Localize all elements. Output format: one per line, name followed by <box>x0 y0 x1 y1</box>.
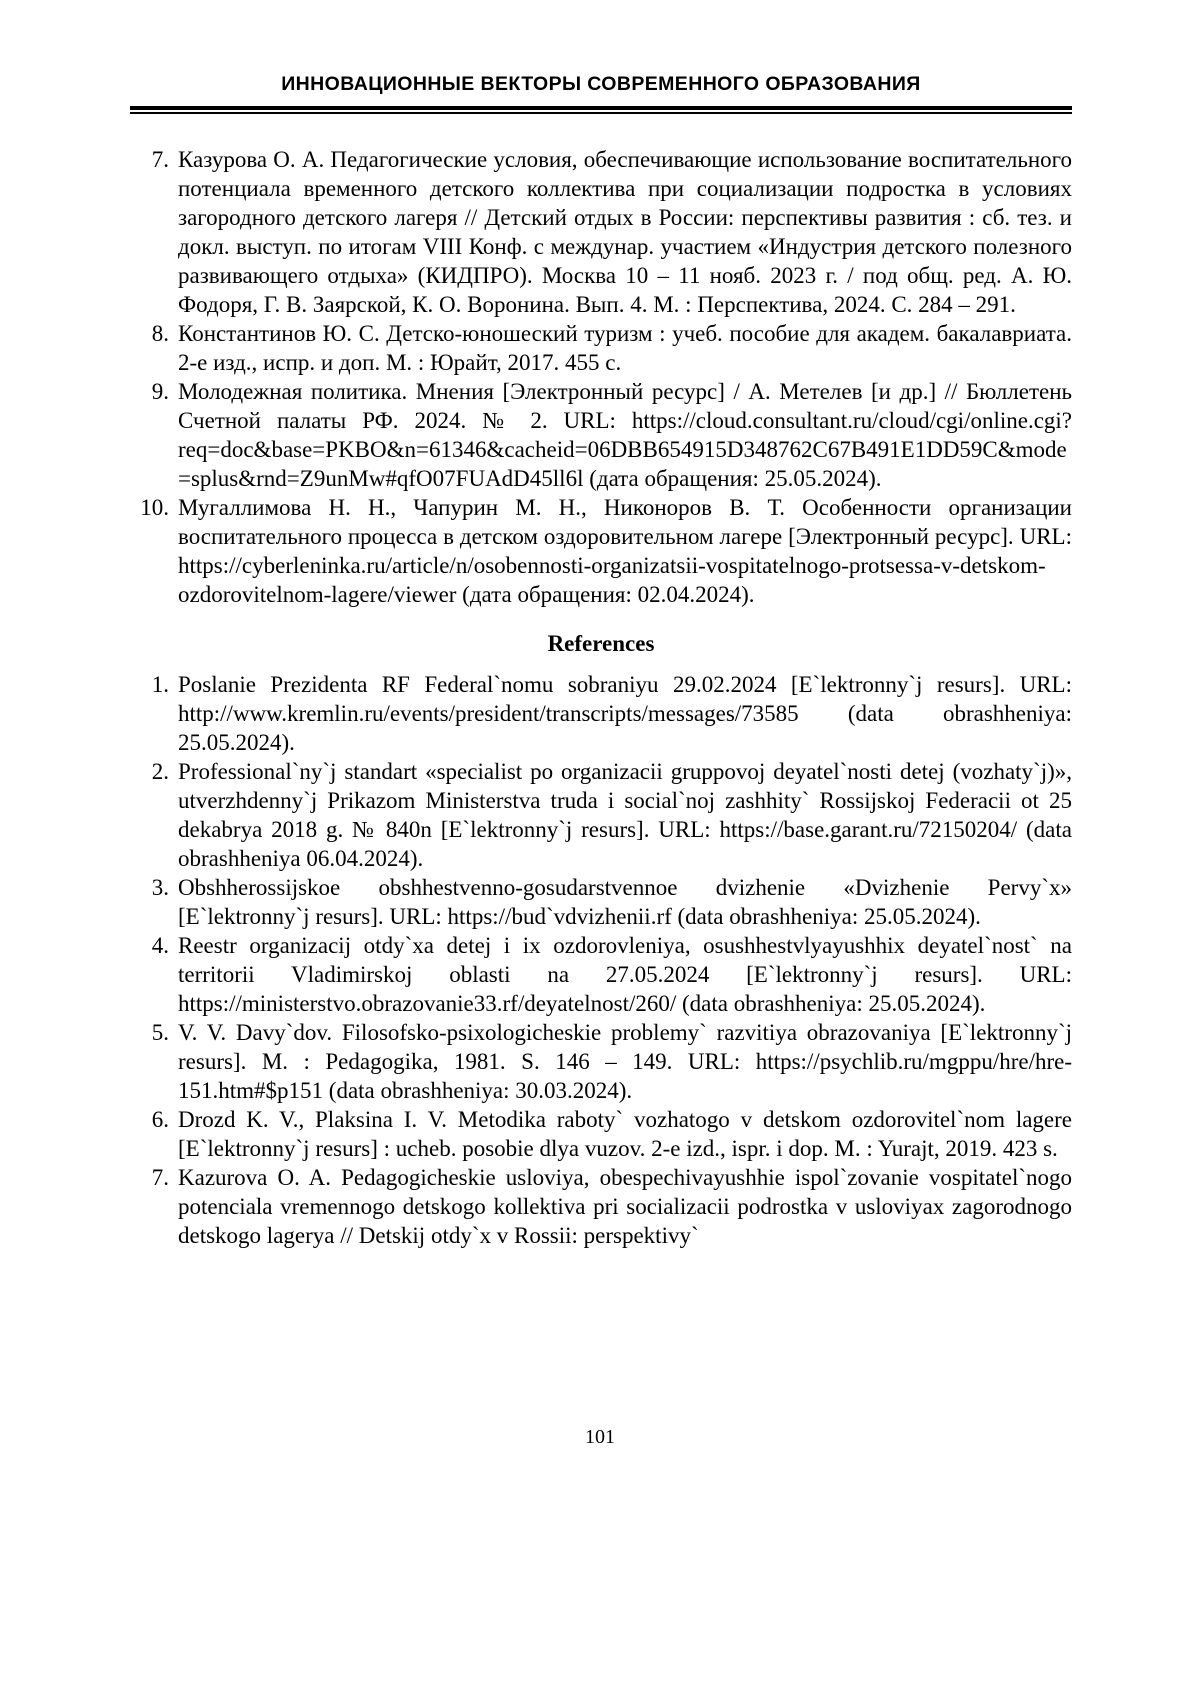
reference-item <box>130 145 1072 319</box>
reference-text: Kazurova O. A. Pedagogicheskie usloviya, obespechivayushhie ispol`zovanie vospitatel`nogo potenciala vremennogo detskogo kollektiva pri socializacii podrostka v usloviyax zagorodnogo detskogo lagerya // Detskij otdy`x v Rossii: perspektivy` <box>178 1165 1072 1248</box>
reference-number: 9. <box>151 379 169 404</box>
reference-text: Professional`ny`j standart «specialist po organizacii gruppovoj deyatel`nosti detej (vozhaty`j)», utverzhdenny`j Prikazom Ministerstva truda i social`noj zashhity` Rossijskoj Federacii ot 25 dekabrya 2018 g. № 840n [E`lektronny`j resurs]. URL: https://base.garant.ru/72150204/ (data obrashheniya 06.04.2024). <box>178 759 1072 871</box>
reference-text: Мугаллимова Н. Н., Чапурин М. Н., Никоноров В. Т. Особенности организации воспитательного процесса в детском оздоровительном лагере [Электронный ресурс]. URL: https://cyberleninka.ru/article/n/osobennosti-organizatsii-vospitatelnogo-protsessa-v-detskom-ozdorovitelnom-lagere/viewer (дата обращения: 02.04.2024). <box>178 495 1072 607</box>
reference-text: Poslanie Prezidenta RF Federal`nomu sobraniyu 29.02.2024 [E`lektronny`j resurs]. URL: http://www.kremlin.ru/events/president/transcripts/messages/73585 (data obrashheniya: 25.05.2024). <box>178 672 1072 755</box>
reference-text: Reestr organizacij otdy`xa detej i ix ozdorovleniya, osushhestvlyayushhix deyatel`nost` na territorii Vladimirskoj oblasti na 27.05.2024 [E`lektronny`j resurs]. URL: https://ministerstvo.obrazovanie33.rf/deyatelnost/260/ (data obrashheniya: 25.05.2024). <box>178 933 1072 1016</box>
header-double-rule <box>130 106 1072 114</box>
reference-number: 7. <box>151 1165 169 1190</box>
reference-number: 8. <box>151 321 169 346</box>
reference-number: 10. <box>140 495 169 520</box>
reference-text: Obshherossijskoe obshhestvenno-gosudarstvennoe dvizhenie «Dvizhenie Pervy`x» [E`lektronny`j resurs]. URL: https://bud`vdvizhenii.rf (data obrashheniya: 25.05.2024). <box>178 875 1072 929</box>
page-number: 101 <box>585 1426 615 1448</box>
page-header <box>130 72 1072 114</box>
reference-number: 1. <box>151 672 169 697</box>
references-heading: References <box>547 631 655 656</box>
reference-number: 2. <box>151 759 169 784</box>
reference-number: 7. <box>151 147 169 172</box>
reference-item <box>130 377 1072 493</box>
reference-item <box>130 319 1072 377</box>
reference-text: V. V. Davy`dov. Filosofsko-psixologicheskie problemy` razvitiya obrazovaniya [E`lektronny`j resurs]. M. : Pedagogika, 1981. S. 146 – 149. URL: https://psychlib.ru/mgppu/hre/hre-151.htm#$p151 (data obrashheniya: 30.03.2024). <box>178 1020 1072 1103</box>
running-head-title: ИННОВАЦИОННЫЕ ВЕКТОРЫ СОВРЕМЕННОГО ОБРАЗОВАНИЯ <box>281 73 921 95</box>
reference-item <box>130 1163 1072 1250</box>
references-list <box>130 145 1072 1250</box>
reference-number: 4. <box>151 933 169 958</box>
reference-number: 6. <box>151 1107 169 1132</box>
reference-number: 5. <box>151 1020 169 1045</box>
reference-item <box>130 1018 1072 1105</box>
reference-text: Молодежная политика. Мнения [Электронный ресурс] / А. Метелев [и др.] // Бюллетень Счетной палаты РФ. 2024. № 2. URL: https://cloud.consultant.ru/cloud/cgi/online.cgi?req=doc&base=PKBO&n=61346&cacheid=06DBB654915D348762C67B491E1DD59C&mode=splus&rnd=Z9unMw#qfO07FUAdD45ll6l (дата обращения: 25.05.2024). <box>178 379 1072 491</box>
reference-item <box>130 873 1072 931</box>
reference-text: Drozd K. V., Plaksina I. V. Metodika raboty` vozhatogo v detskom ozdorovitel`nom lagere [E`lektronny`j resurs] : ucheb. posobie dlya vuzov. 2-e izd., ispr. i dop. M. : Yurajt, 2019. 423 s. <box>178 1107 1072 1161</box>
reference-item <box>130 757 1072 873</box>
reference-item <box>130 670 1072 757</box>
reference-item <box>130 493 1072 609</box>
reference-number: 3. <box>151 875 169 900</box>
reference-text: Казурова О. А. Педагогические условия, обеспечивающие использование воспитательного потенциала временного детского коллектива при социализации подростка в условиях загородного детского лагеря // Детский отдых в России: перспективы развития : сб. тез. и докл. выступ. по итогам VIII Конф. с междунар. участием «Индустрия детского полезного развивающего отдыха» (КИДПРО). Москва 10 – 11 нояб. 2023 г. / под общ. ред. А. Ю. Фодоря, Г. В. Заярской, К. О. Воронина. Вып. 4. М. : Перспектива, 2024. С. 284 – 291. <box>178 147 1072 317</box>
reference-item <box>130 931 1072 1018</box>
reference-text: Константинов Ю. С. Детско-юношеский туризм : учеб. пособие для академ. бакалавриата. 2-е изд., испр. и доп. М. : Юрайт, 2017. 455 с. <box>178 321 1072 375</box>
reference-item <box>130 1105 1072 1163</box>
